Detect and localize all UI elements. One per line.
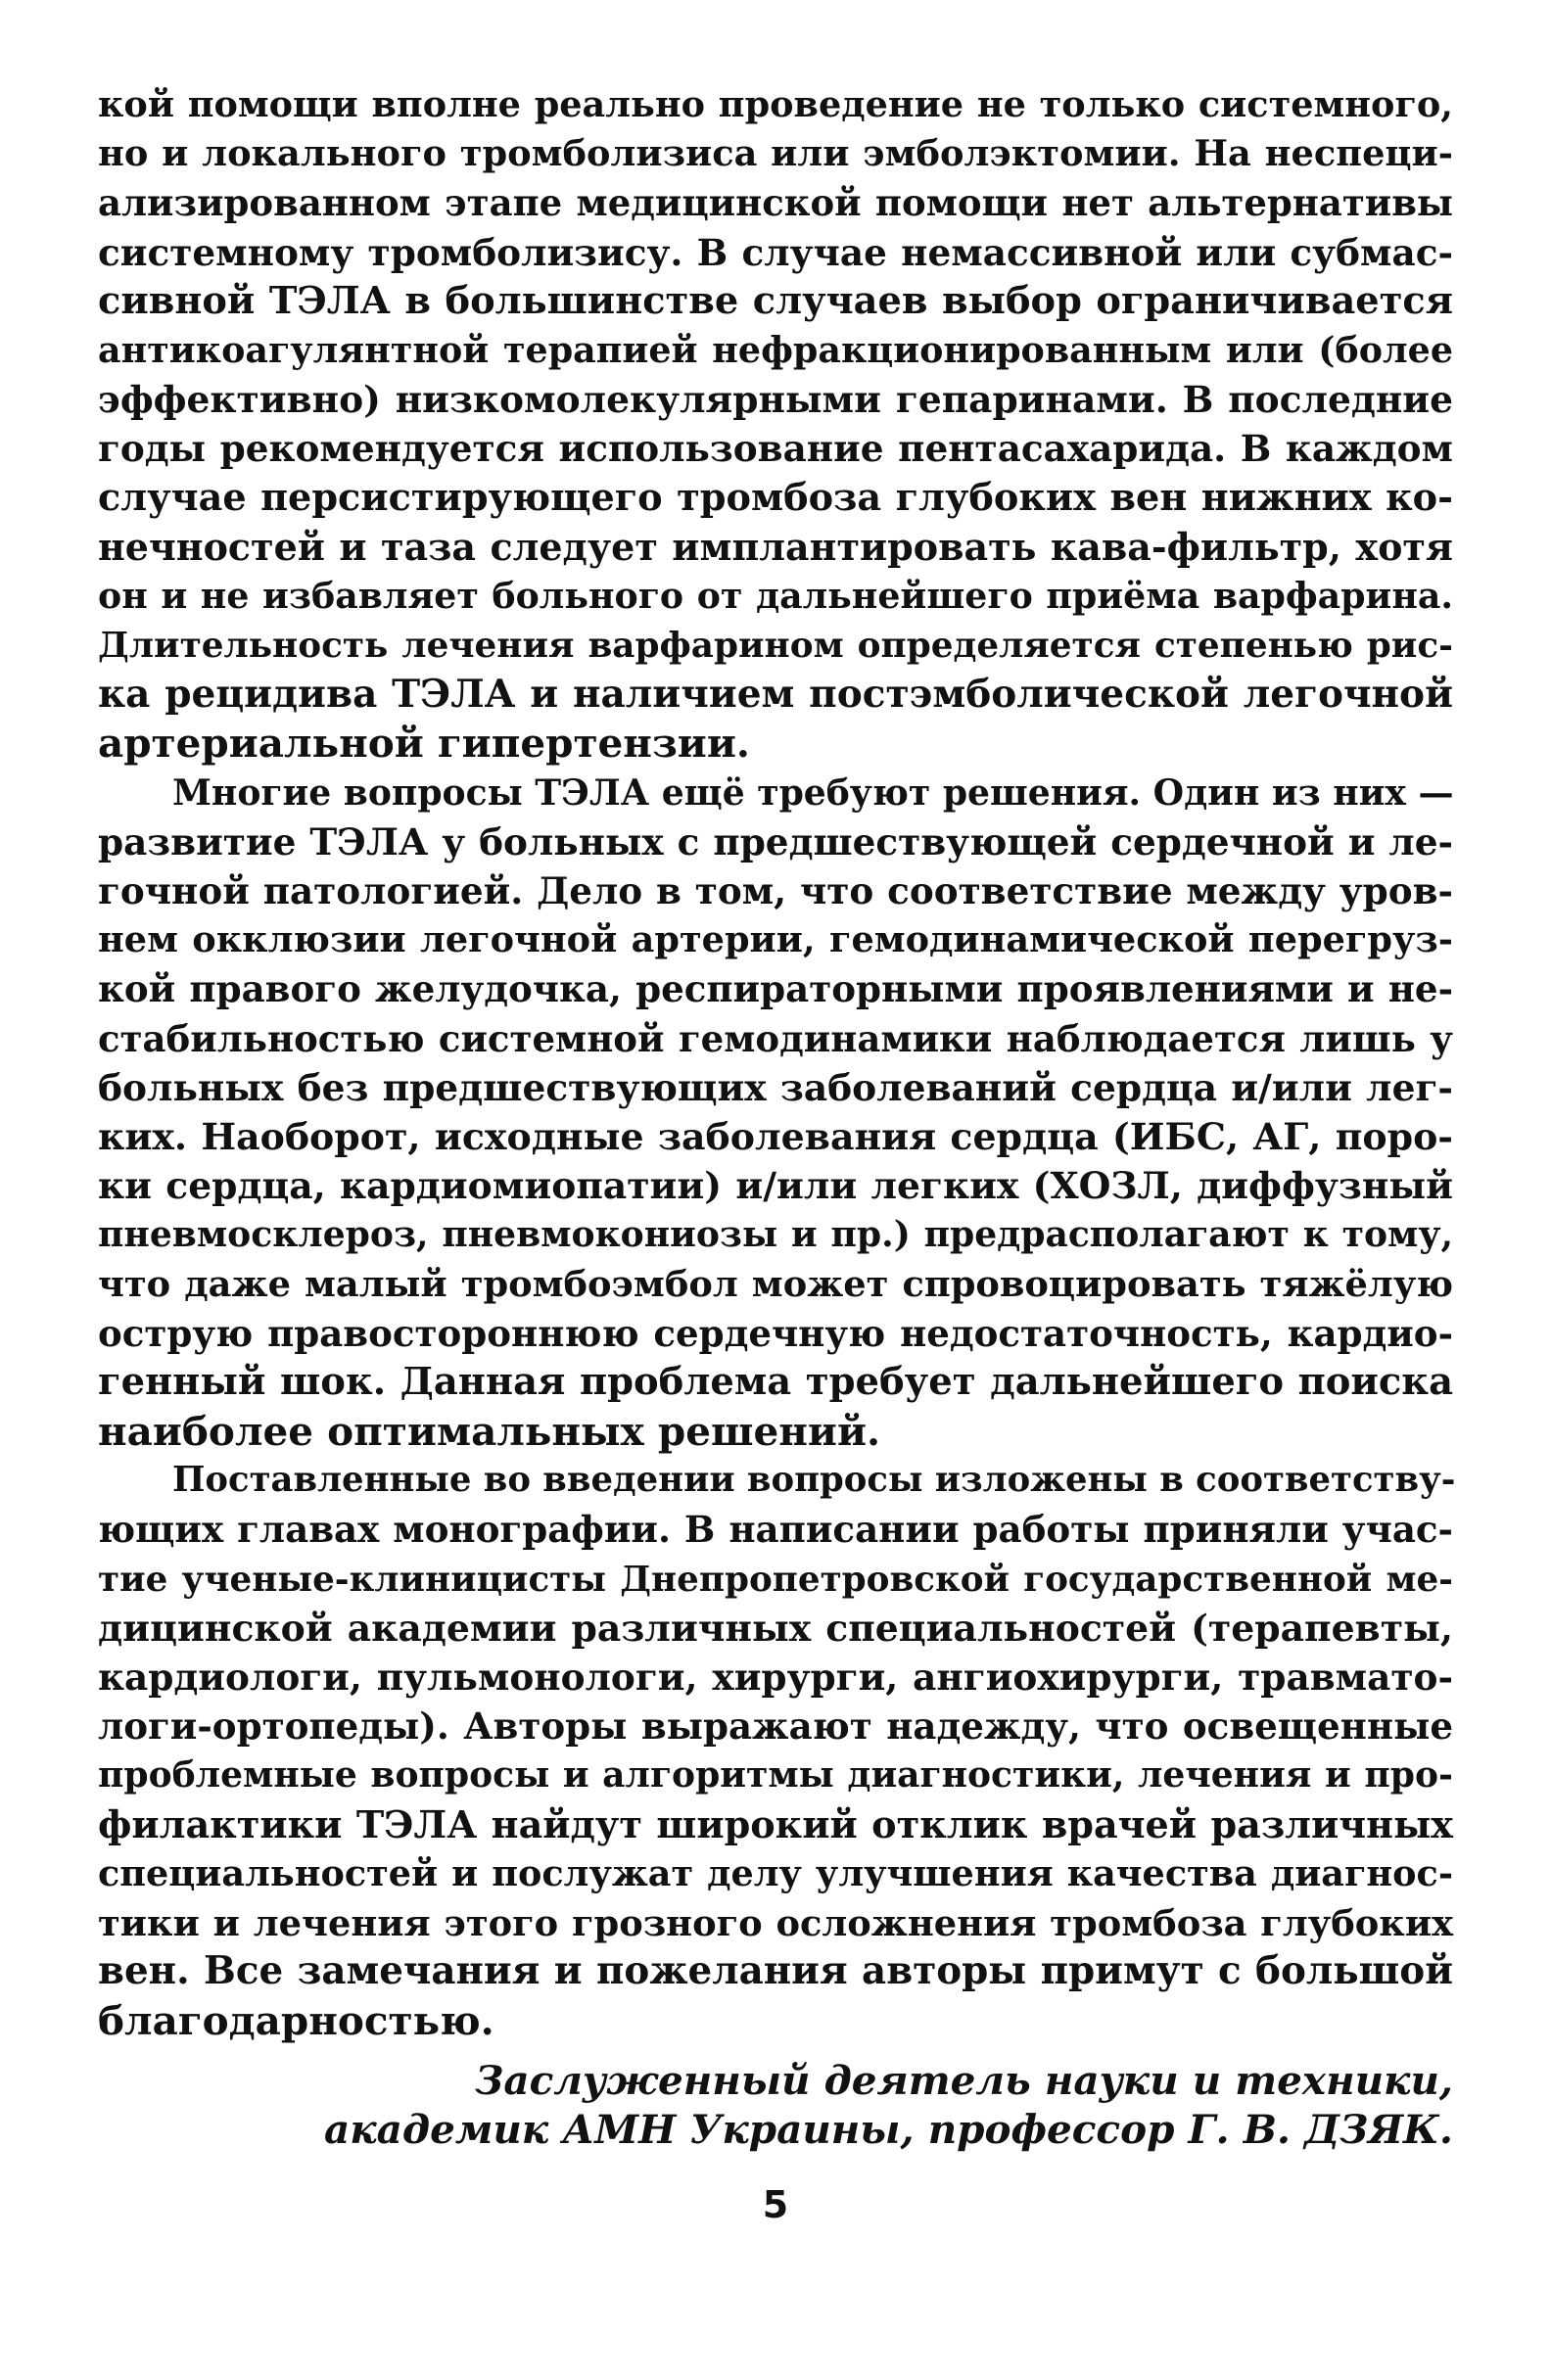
text-line: но и локального тромболизиса или эмболэктомии. На неспеци- <box>98 132 1453 175</box>
text-line: специальностей и послужат делу улучшения качества диагнос- <box>98 1851 1453 1894</box>
text-line: больных без предшествующих заболеваний сердца и/или лег- <box>98 1065 1453 1109</box>
text-line: эффективно) низкомолекулярными гепаринами. В последние <box>98 378 1453 422</box>
text-line: стабильностью системной гемодинамики наблюдается лишь у <box>98 1016 1453 1060</box>
text-line: Многие вопросы ТЭЛА ещё требуют решения. Один из них — <box>172 770 1454 814</box>
text-line: генный шок. Данная проблема требует дальнейшего поиска <box>98 1359 1453 1404</box>
text-line: нечностей и таза следует имплантировать кава-фильтр, хотя <box>98 524 1453 569</box>
text-line: ализированном этапе медицинской помощи нет альтернативы <box>98 181 1453 225</box>
text-line: гочной патологией. Дело в том, что соответствие между уров- <box>98 869 1453 912</box>
text-line: филактики ТЭЛА найдут широкий отклик врачей различных <box>98 1801 1453 1846</box>
text-line: он и не избавляет больного от дальнейшего приёма варфарина. <box>98 574 1453 617</box>
page-number: 5 <box>762 2183 789 2226</box>
text-line: тие ученые-клиницисты Днепропетровской государственной ме- <box>98 1558 1453 1600</box>
text-line: системному тромболизису. В случае немассивной или субмас- <box>98 230 1453 274</box>
text-line: развитие ТЭЛА у больных с предшествующей сердечной и ле- <box>98 819 1453 863</box>
text-line: дицинской академии различных специальностей (терапевты, <box>98 1606 1453 1650</box>
text-line: что даже малый тромбоэмбол может спровоцировать тяжёлую <box>98 1262 1453 1305</box>
text-line: пневмосклероз, пневмокониозы и пр.) предрасполагают к тому, <box>98 1213 1453 1256</box>
text-line: тики и лечения этого грозного осложнения тромбоза глубоких <box>98 1900 1453 1944</box>
paragraph <box>98 1456 1456 2045</box>
text-line: сивной ТЭЛА в большинстве случаев выбор ограничивается <box>98 278 1453 323</box>
text-line: Длительность лечения варфарином определяется степенью рис- <box>98 625 1453 667</box>
text-line: логи-ортопеды). Авторы выражают надежду, что освещенные <box>98 1704 1453 1749</box>
signature-line-1: Заслуженный деятель науки и техники, <box>475 2056 1453 2104</box>
signature-line-2: академик АМН Украины, профессор Г. В. ДЗЯК. <box>324 2105 1453 2153</box>
paragraph <box>98 769 1453 1457</box>
page-body <box>98 80 1456 2154</box>
text-line: наиболее оптимальных решений. <box>98 1408 881 1456</box>
text-line: ющих главах монографии. В написании работы приняли учас- <box>98 1508 1453 1552</box>
text-line: кой правого желудочка, респираторными проявлениями и не- <box>98 967 1453 1011</box>
text-line: Поставленные во введении вопросы изложены в соответству- <box>172 1460 1456 1501</box>
signature-block <box>98 2056 1453 2154</box>
text-body <box>98 80 1456 2046</box>
text-line: кардиологи, пульмонологи, хирурги, ангиохирурги, травмато- <box>98 1656 1453 1699</box>
text-line: кой помощи вполне реально проведение не только системного, <box>98 83 1453 125</box>
text-line: ки сердца, кардиомиопатии) и/или легких (ХОЗЛ, диффузный <box>98 1164 1453 1208</box>
text-line: случае персистирующего тромбоза глубоких вен нижних ко- <box>98 475 1453 520</box>
text-line: антикоагулянтной терапией нефракционированным или (более <box>98 328 1453 371</box>
paragraph <box>98 80 1453 769</box>
text-line: нем окклюзии легочной артерии, гемодинамической перегруз- <box>98 918 1453 961</box>
text-line: благодарностью. <box>98 1997 494 2045</box>
text-line: острую правостороннюю сердечную недостаточность, кардио- <box>98 1311 1453 1355</box>
text-line: проблемные вопросы и алгоритмы диагностики, лечения и про- <box>98 1753 1453 1797</box>
text-line: ких. Наоборот, исходные заболевания сердца (ИБС, АГ, поро- <box>98 1113 1453 1158</box>
text-line: вен. Все замечания и пожелания авторы примут с большой <box>98 1949 1453 1994</box>
text-line: годы рекомендуется использование пентасахарида. В каждом <box>98 427 1453 471</box>
text-line: артериальной гипертензии. <box>98 720 750 768</box>
text-line: ка рецидива ТЭЛА и наличием постэмболической легочной <box>98 672 1453 718</box>
